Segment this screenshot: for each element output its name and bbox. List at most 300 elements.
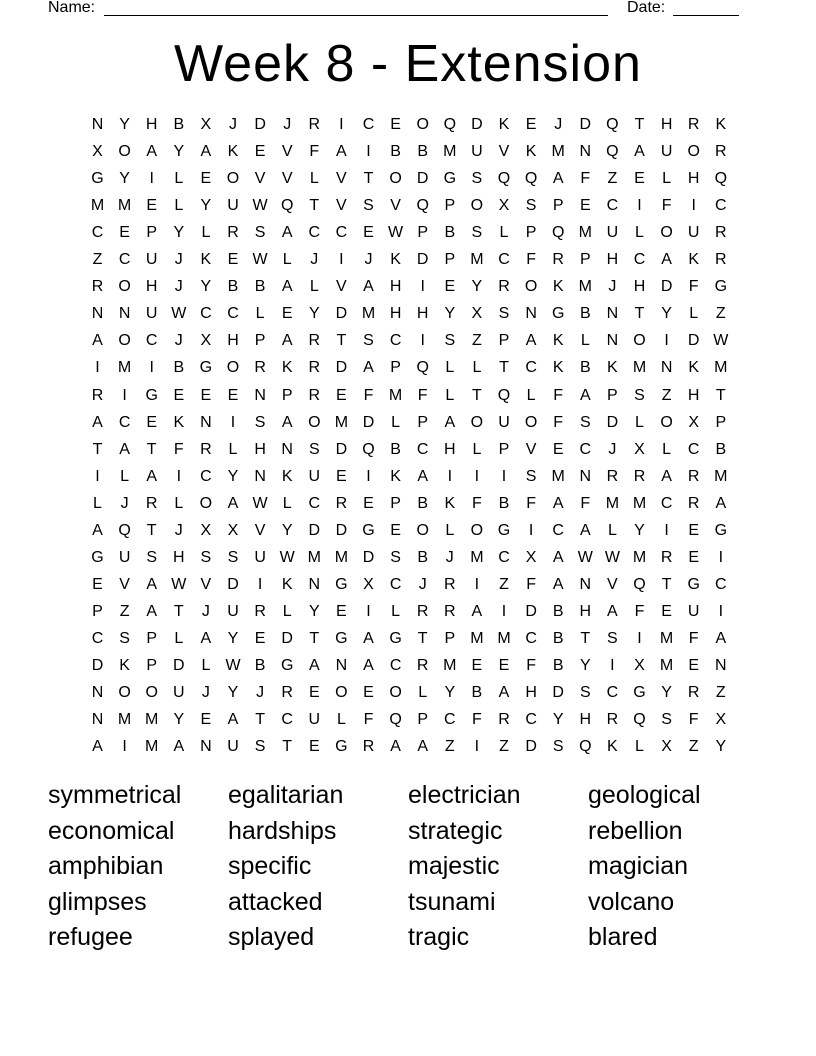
grid-letter[interactable]: O <box>687 143 700 161</box>
grid-letter[interactable]: M <box>117 197 132 215</box>
grid-letter[interactable]: B <box>715 440 727 458</box>
grid-letter[interactable]: X <box>688 413 700 431</box>
date-field-line[interactable] <box>673 15 739 16</box>
grid-letter[interactable]: Z <box>119 602 130 620</box>
grid-letter[interactable]: C <box>200 467 212 485</box>
grid-letter[interactable]: W <box>388 224 404 242</box>
grid-letter[interactable]: Y <box>200 197 212 215</box>
grid-letter[interactable]: F <box>661 197 672 215</box>
grid-letter[interactable]: H <box>389 278 402 296</box>
grid-letter[interactable]: Q <box>579 738 592 756</box>
grid-letter[interactable]: L <box>662 440 672 458</box>
grid-letter[interactable]: J <box>364 251 373 269</box>
grid-letter[interactable]: C <box>389 575 402 593</box>
grid-letter[interactable]: O <box>335 684 348 702</box>
grid-letter[interactable]: X <box>471 305 483 323</box>
grid-letter[interactable]: Z <box>688 738 699 756</box>
grid-letter[interactable]: R <box>200 440 212 458</box>
grid-letter[interactable]: C <box>308 494 321 512</box>
grid-letter[interactable]: E <box>363 494 374 512</box>
grid-letter[interactable]: L <box>93 494 102 512</box>
grid-letter[interactable]: Y <box>579 657 591 674</box>
grid-letter[interactable]: C <box>715 197 727 215</box>
grid-letter[interactable]: N <box>91 305 104 323</box>
grid-letter[interactable]: A <box>146 143 158 161</box>
grid-letter[interactable]: T <box>661 575 672 593</box>
grid-letter[interactable]: R <box>715 143 727 161</box>
grid-letter[interactable]: Q <box>633 575 646 593</box>
grid-letter[interactable]: S <box>525 197 537 215</box>
grid-letter[interactable]: E <box>227 251 239 269</box>
grid-letter[interactable]: H <box>254 440 266 458</box>
grid-letter[interactable]: A <box>119 440 130 458</box>
grid-letter[interactable]: I <box>474 738 480 756</box>
grid-letter[interactable]: I <box>718 548 724 566</box>
grid-letter[interactable]: T <box>363 170 374 188</box>
grid-letter[interactable]: T <box>499 359 509 377</box>
grid-letter[interactable]: R <box>227 224 239 242</box>
grid-letter[interactable]: U <box>471 143 483 161</box>
grid-letter[interactable]: M <box>551 467 565 485</box>
grid-letter[interactable]: N <box>281 440 293 458</box>
grid-letter[interactable]: T <box>173 602 184 620</box>
grid-letter[interactable]: L <box>282 251 292 269</box>
grid-letter[interactable]: U <box>254 548 266 566</box>
grid-letter[interactable]: R <box>633 467 646 485</box>
grid-letter[interactable]: L <box>174 197 184 215</box>
grid-letter[interactable]: F <box>472 494 482 512</box>
grid-letter[interactable]: D <box>552 684 564 702</box>
grid-letter[interactable]: K <box>498 116 510 133</box>
grid-letter[interactable]: O <box>660 413 673 431</box>
grid-letter[interactable]: I <box>474 467 480 485</box>
grid-letter[interactable]: L <box>174 170 184 188</box>
grid-letter[interactable]: I <box>149 170 154 188</box>
grid-letter[interactable]: G <box>280 657 294 674</box>
grid-letter[interactable]: L <box>635 738 644 756</box>
grid-letter[interactable]: S <box>471 170 483 188</box>
grid-letter[interactable]: D <box>227 575 239 593</box>
grid-letter[interactable]: K <box>390 251 401 269</box>
grid-letter[interactable]: P <box>417 224 429 242</box>
grid-letter[interactable]: V <box>254 521 266 539</box>
grid-letter[interactable]: A <box>363 278 374 296</box>
grid-letter[interactable]: J <box>201 602 210 620</box>
grid-letter[interactable]: W <box>279 548 295 566</box>
grid-letter[interactable]: D <box>416 170 429 188</box>
grid-letter[interactable]: R <box>91 386 104 404</box>
grid-letter[interactable]: R <box>145 494 158 512</box>
grid-letter[interactable]: O <box>226 170 240 188</box>
grid-letter[interactable]: J <box>120 494 129 512</box>
grid-letter[interactable]: M <box>659 629 674 647</box>
grid-letter[interactable]: B <box>579 359 591 377</box>
grid-letter[interactable]: C <box>633 251 646 269</box>
grid-letter[interactable]: Z <box>715 305 726 323</box>
grid-letter[interactable]: P <box>390 359 401 377</box>
grid-letter[interactable]: O <box>118 684 131 702</box>
grid-letter[interactable]: A <box>146 467 158 485</box>
grid-letter[interactable]: J <box>174 521 183 539</box>
grid-letter[interactable]: E <box>363 684 374 702</box>
grid-letter[interactable]: V <box>336 278 347 296</box>
grid-letter[interactable]: Q <box>606 143 619 161</box>
grid-letter[interactable]: C <box>308 224 321 242</box>
grid-letter[interactable]: X <box>634 657 645 674</box>
grid-letter[interactable]: Z <box>499 738 509 756</box>
grid-letter[interactable]: L <box>472 359 482 377</box>
grid-letter[interactable]: C <box>389 657 402 674</box>
grid-letter[interactable]: H <box>525 684 537 702</box>
grid-letter[interactable]: D <box>660 278 673 296</box>
grid-letter[interactable]: P <box>254 332 266 350</box>
grid-letter[interactable]: I <box>230 413 236 431</box>
grid-letter[interactable]: I <box>447 467 453 485</box>
grid-letter[interactable]: P <box>390 494 401 512</box>
grid-letter[interactable]: N <box>579 143 592 161</box>
grid-letter[interactable]: V <box>254 170 266 188</box>
grid-letter[interactable]: Q <box>606 116 619 133</box>
grid-letter[interactable]: U <box>308 467 321 485</box>
grid-letter[interactable]: A <box>607 602 618 620</box>
grid-letter[interactable]: W <box>577 548 593 566</box>
grid-letter[interactable]: C <box>498 548 510 566</box>
grid-letter[interactable]: L <box>607 521 617 539</box>
grid-letter[interactable]: R <box>687 494 700 512</box>
grid-letter[interactable]: C <box>200 305 212 323</box>
grid-letter[interactable]: F <box>688 629 699 647</box>
grid-letter[interactable]: A <box>146 602 158 620</box>
grid-letter[interactable]: X <box>634 440 645 458</box>
grid-letter[interactable]: L <box>662 170 672 188</box>
grid-letter[interactable]: M <box>90 197 105 215</box>
grid-letter[interactable]: A <box>200 629 212 647</box>
grid-letter[interactable]: P <box>715 413 727 431</box>
grid-letter[interactable]: N <box>579 575 592 593</box>
grid-letter[interactable]: E <box>634 170 645 188</box>
grid-letter[interactable]: Y <box>444 305 456 323</box>
grid-letter[interactable]: E <box>254 629 266 647</box>
grid-letter[interactable]: L <box>472 440 482 458</box>
grid-letter[interactable]: R <box>660 548 673 566</box>
grid-letter[interactable]: U <box>498 413 510 431</box>
grid-letter[interactable]: E <box>390 521 401 539</box>
grid-letter[interactable]: O <box>470 521 484 539</box>
grid-letter[interactable]: K <box>281 467 293 485</box>
grid-letter[interactable]: X <box>363 575 374 593</box>
grid-letter[interactable]: F <box>363 711 374 729</box>
grid-letter[interactable]: K <box>200 251 212 269</box>
grid-letter[interactable]: N <box>606 305 619 323</box>
grid-letter[interactable]: Q <box>280 197 294 215</box>
grid-letter[interactable]: S <box>254 413 266 431</box>
grid-letter[interactable]: Y <box>552 711 564 729</box>
grid-letter[interactable]: J <box>608 440 617 458</box>
grid-letter[interactable]: D <box>362 548 375 566</box>
grid-letter[interactable]: X <box>498 197 510 215</box>
grid-letter[interactable]: S <box>444 332 456 350</box>
grid-letter[interactable]: R <box>91 278 104 296</box>
grid-letter[interactable]: S <box>552 738 564 756</box>
grid-letter[interactable]: D <box>687 332 700 350</box>
grid-letter[interactable]: A <box>227 494 239 512</box>
grid-letter[interactable]: I <box>501 602 507 620</box>
grid-letter[interactable]: C <box>389 332 402 350</box>
grid-letter[interactable]: C <box>715 575 727 593</box>
grid-letter[interactable]: C <box>145 332 158 350</box>
grid-letter[interactable]: H <box>687 386 700 404</box>
grid-letter[interactable]: X <box>200 521 212 539</box>
grid-letter[interactable]: H <box>416 305 429 323</box>
grid-letter[interactable]: Y <box>173 711 185 729</box>
grid-letter[interactable]: I <box>366 143 371 161</box>
grid-letter[interactable]: B <box>173 359 185 377</box>
grid-letter[interactable]: F <box>526 575 536 593</box>
grid-letter[interactable]: R <box>498 278 510 296</box>
grid-letter[interactable]: D <box>335 359 348 377</box>
grid-letter[interactable]: Z <box>607 170 618 188</box>
grid-letter[interactable]: G <box>551 305 565 323</box>
grid-letter[interactable]: M <box>145 711 159 729</box>
grid-letter[interactable]: M <box>443 657 457 674</box>
grid-letter[interactable]: P <box>552 197 564 215</box>
grid-letter[interactable]: V <box>390 197 401 215</box>
grid-letter[interactable]: H <box>606 251 619 269</box>
grid-letter[interactable]: B <box>390 143 401 161</box>
grid-letter[interactable]: Q <box>551 224 565 242</box>
grid-letter[interactable]: B <box>254 278 266 296</box>
grid-letter[interactable]: Q <box>362 440 375 458</box>
grid-letter[interactable]: Q <box>497 386 511 404</box>
grid-letter[interactable]: R <box>281 684 293 702</box>
grid-letter[interactable]: L <box>445 359 455 377</box>
grid-letter[interactable]: T <box>417 629 428 647</box>
grid-letter[interactable]: Y <box>227 684 239 702</box>
grid-letter[interactable]: M <box>470 629 484 647</box>
grid-letter[interactable]: K <box>607 359 618 377</box>
grid-letter[interactable]: X <box>525 548 537 566</box>
grid-letter[interactable]: A <box>661 251 672 269</box>
grid-letter[interactable]: Y <box>715 738 727 756</box>
grid-letter[interactable]: E <box>444 278 456 296</box>
grid-letter[interactable]: P <box>607 386 618 404</box>
grid-letter[interactable]: A <box>281 413 293 431</box>
grid-letter[interactable]: M <box>714 359 728 377</box>
grid-letter[interactable]: R <box>687 467 700 485</box>
grid-letter[interactable]: E <box>579 197 591 215</box>
grid-letter[interactable]: E <box>336 386 347 404</box>
grid-letter[interactable]: G <box>335 575 348 593</box>
grid-letter[interactable]: F <box>417 386 428 404</box>
grid-letter[interactable]: K <box>281 359 293 377</box>
grid-letter[interactable]: M <box>117 359 132 377</box>
grid-letter[interactable]: R <box>308 116 321 133</box>
grid-letter[interactable]: R <box>308 332 321 350</box>
grid-letter[interactable]: I <box>366 602 371 620</box>
grid-letter[interactable]: S <box>146 548 158 566</box>
grid-letter[interactable]: M <box>145 738 159 756</box>
grid-letter[interactable]: I <box>691 197 696 215</box>
grid-letter[interactable]: Z <box>661 386 672 404</box>
grid-letter[interactable]: E <box>119 224 130 242</box>
grid-letter[interactable]: P <box>444 197 456 215</box>
grid-letter[interactable]: H <box>579 711 592 729</box>
grid-letter[interactable]: L <box>174 629 184 647</box>
grid-letter[interactable]: G <box>633 684 646 702</box>
grid-letter[interactable]: A <box>363 657 374 674</box>
grid-letter[interactable]: B <box>417 494 429 512</box>
grid-letter[interactable]: L <box>445 521 455 539</box>
grid-letter[interactable]: B <box>390 440 401 458</box>
grid-letter[interactable]: K <box>552 278 564 296</box>
grid-letter[interactable]: G <box>91 548 104 566</box>
grid-letter[interactable]: N <box>91 711 104 729</box>
grid-letter[interactable]: Y <box>227 629 239 647</box>
grid-letter[interactable]: R <box>444 602 456 620</box>
grid-letter[interactable]: L <box>499 224 509 242</box>
grid-letter[interactable]: T <box>309 629 320 647</box>
grid-letter[interactable]: A <box>579 386 591 404</box>
grid-letter[interactable]: I <box>664 332 669 350</box>
grid-letter[interactable]: A <box>336 143 347 161</box>
grid-letter[interactable]: V <box>525 440 537 458</box>
grid-letter[interactable]: C <box>335 224 348 242</box>
grid-letter[interactable]: A <box>715 629 727 647</box>
grid-letter[interactable]: A <box>552 548 564 566</box>
grid-letter[interactable]: E <box>227 386 239 404</box>
grid-letter[interactable]: K <box>444 494 456 512</box>
grid-letter[interactable]: G <box>714 278 728 296</box>
grid-letter[interactable]: I <box>257 575 263 593</box>
grid-letter[interactable]: D <box>335 440 348 458</box>
grid-letter[interactable]: B <box>579 305 591 323</box>
grid-letter[interactable]: R <box>362 738 375 756</box>
grid-letter[interactable]: Y <box>119 170 130 188</box>
grid-letter[interactable]: A <box>552 494 564 512</box>
grid-letter[interactable]: E <box>688 521 700 539</box>
grid-letter[interactable]: U <box>118 548 131 566</box>
grid-letter[interactable]: B <box>254 657 266 674</box>
grid-letter[interactable]: O <box>470 197 484 215</box>
grid-letter[interactable]: A <box>200 143 212 161</box>
grid-letter[interactable]: C <box>91 629 104 647</box>
name-field-line[interactable] <box>104 15 608 16</box>
grid-letter[interactable]: O <box>118 332 131 350</box>
grid-letter[interactable]: L <box>418 684 428 702</box>
grid-letter[interactable]: J <box>418 575 427 593</box>
grid-letter[interactable]: A <box>634 143 645 161</box>
grid-letter[interactable]: P <box>92 602 103 620</box>
grid-letter[interactable]: P <box>444 251 456 269</box>
grid-letter[interactable]: G <box>497 521 511 539</box>
grid-letter[interactable]: G <box>335 738 348 756</box>
grid-letter[interactable]: U <box>687 602 700 620</box>
grid-letter[interactable]: D <box>606 413 619 431</box>
grid-letter[interactable]: W <box>252 197 268 215</box>
grid-letter[interactable]: A <box>363 359 374 377</box>
grid-letter[interactable]: C <box>525 629 537 647</box>
grid-letter[interactable]: C <box>91 224 104 242</box>
grid-letter[interactable]: L <box>635 413 644 431</box>
grid-letter[interactable]: L <box>228 440 238 458</box>
grid-letter[interactable]: L <box>120 467 130 485</box>
grid-letter[interactable]: M <box>578 278 592 296</box>
grid-letter[interactable]: Y <box>308 602 320 620</box>
grid-letter[interactable]: I <box>718 602 724 620</box>
grid-letter[interactable]: A <box>173 738 185 756</box>
grid-letter[interactable]: K <box>607 738 618 756</box>
grid-letter[interactable]: K <box>119 657 130 674</box>
grid-letter[interactable]: O <box>389 170 402 188</box>
grid-letter[interactable]: S <box>254 738 266 756</box>
grid-letter[interactable]: E <box>471 657 483 674</box>
grid-letter[interactable]: A <box>552 170 564 188</box>
grid-letter[interactable]: T <box>336 332 347 350</box>
grid-letter[interactable]: P <box>146 224 158 242</box>
grid-letter[interactable]: L <box>336 711 346 729</box>
grid-letter[interactable]: C <box>227 305 239 323</box>
grid-letter[interactable]: J <box>201 684 210 702</box>
grid-letter[interactable]: E <box>173 386 185 404</box>
grid-letter[interactable]: V <box>498 143 510 161</box>
grid-letter[interactable]: R <box>308 386 321 404</box>
grid-letter[interactable]: A <box>444 413 456 431</box>
grid-letter[interactable]: I <box>339 116 344 133</box>
grid-letter[interactable]: M <box>443 143 457 161</box>
grid-letter[interactable]: W <box>171 575 187 593</box>
grid-letter[interactable]: T <box>282 738 293 756</box>
grid-letter[interactable]: O <box>118 143 131 161</box>
grid-letter[interactable]: C <box>525 359 537 377</box>
grid-letter[interactable]: K <box>552 359 564 377</box>
grid-letter[interactable]: R <box>687 116 700 133</box>
grid-letter[interactable]: P <box>498 332 510 350</box>
grid-letter[interactable]: F <box>553 386 564 404</box>
grid-letter[interactable]: Y <box>661 305 672 323</box>
grid-letter[interactable]: T <box>146 521 157 539</box>
grid-letter[interactable]: Q <box>524 170 538 188</box>
grid-letter[interactable]: S <box>227 548 239 566</box>
grid-letter[interactable]: T <box>92 440 103 458</box>
grid-letter[interactable]: H <box>579 602 592 620</box>
grid-letter[interactable]: K <box>390 467 401 485</box>
grid-letter[interactable]: Q <box>633 711 646 729</box>
grid-letter[interactable]: E <box>308 738 320 756</box>
grid-letter[interactable]: E <box>146 413 158 431</box>
grid-letter[interactable]: J <box>174 332 183 350</box>
grid-letter[interactable]: B <box>471 684 483 702</box>
grid-letter[interactable]: U <box>145 251 158 269</box>
grid-letter[interactable]: S <box>525 467 537 485</box>
grid-letter[interactable]: Q <box>497 170 511 188</box>
grid-letter[interactable]: C <box>606 684 619 702</box>
grid-letter[interactable]: J <box>310 251 319 269</box>
grid-letter[interactable]: H <box>227 332 239 350</box>
grid-letter[interactable]: P <box>579 251 591 269</box>
grid-letter[interactable]: S <box>607 629 618 647</box>
grid-letter[interactable]: L <box>174 494 184 512</box>
grid-letter[interactable]: A <box>227 711 239 729</box>
grid-letter[interactable]: E <box>363 224 374 242</box>
grid-letter[interactable]: T <box>715 386 726 404</box>
grid-letter[interactable]: K <box>688 359 700 377</box>
grid-letter[interactable]: L <box>282 494 292 512</box>
grid-letter[interactable]: M <box>307 548 321 566</box>
grid-letter[interactable]: T <box>634 116 645 133</box>
grid-letter[interactable]: Y <box>471 278 483 296</box>
grid-letter[interactable]: G <box>687 575 700 593</box>
grid-letter[interactable]: U <box>173 684 185 702</box>
